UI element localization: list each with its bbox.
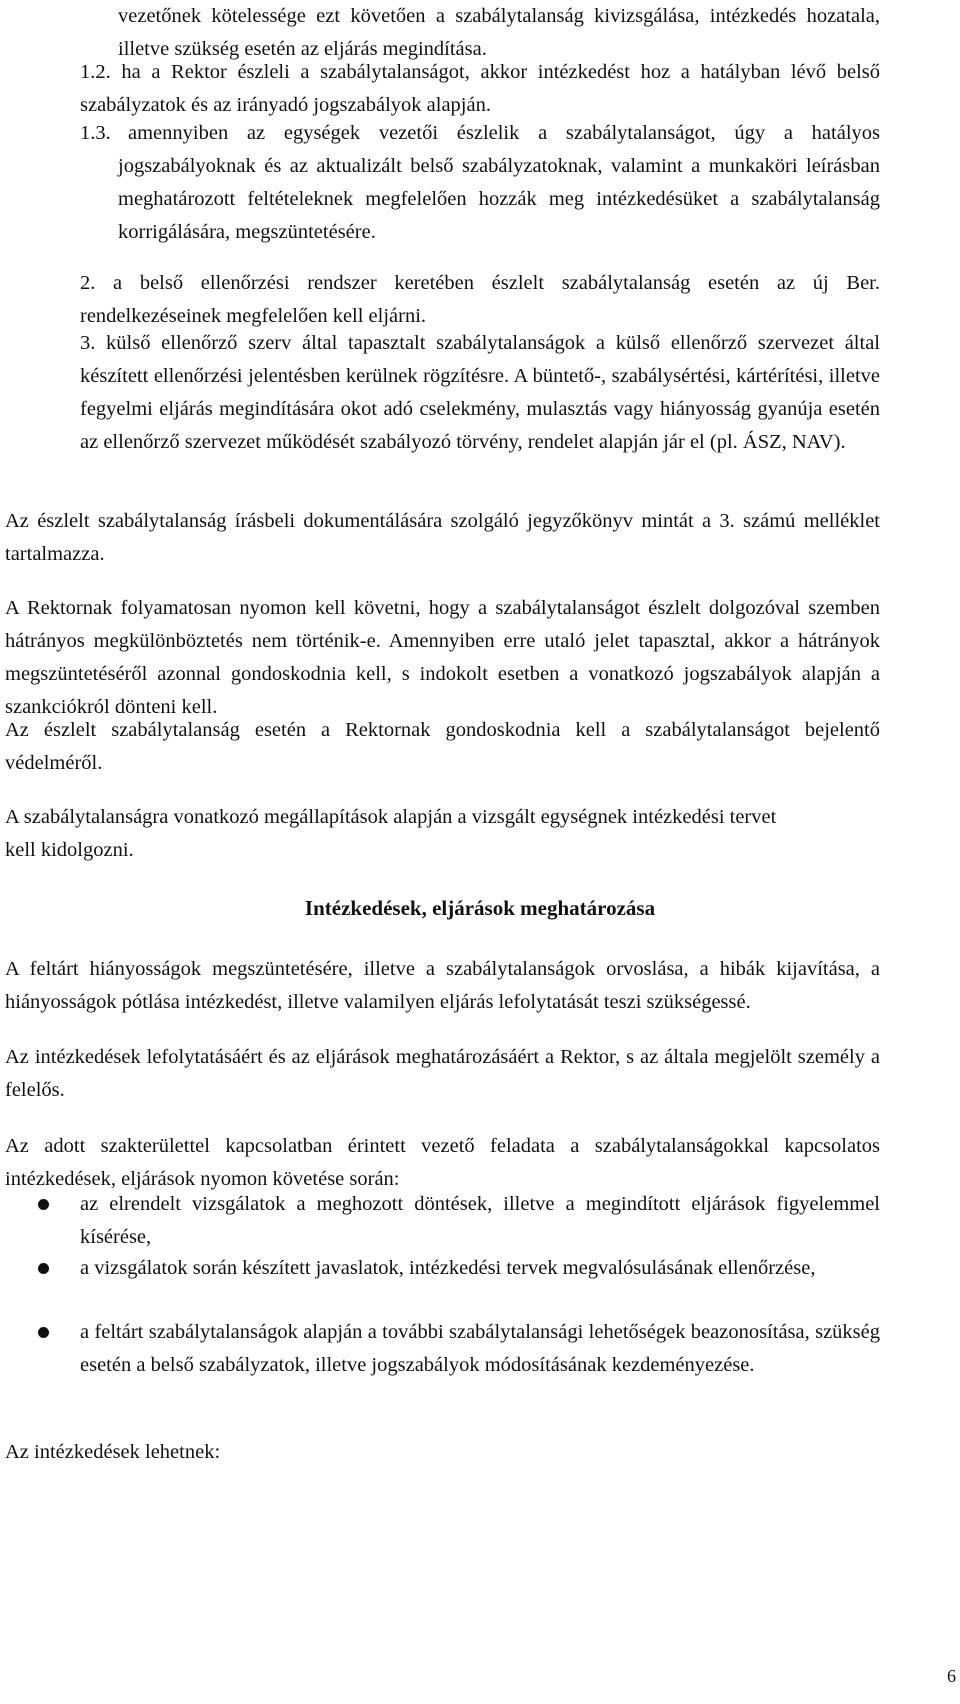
item-1-1-continuation: vezetőnek kötelessége ezt követően a szabálytalanság kivizsgálása, intézkedés hozatala, illetve szükség esetén az eljárás megindítása. bbox=[118, 5, 880, 60]
paragraph-feltart: A feltárt hiányosságok megszüntetésére, illetve a szabálytalanságok orvoslása, a hibák kijavítása, a hiányosságok pótlása intézkedést, illetve valamilyen eljárás lefolytatását teszi szükségessé. bbox=[5, 958, 880, 1013]
paragraph-jegyzokonyv: Az észlelt szabálytalanság írásbeli dokumentálására szolgáló jegyzőkönyv mintát a 3. számú melléklet tartalmazza. bbox=[5, 510, 880, 565]
paragraph-felelos: Az intézkedések lefolytatásáért és az eljárások meghatározásáért a Rektor, s az általa megjelölt személy a felelős. bbox=[5, 1046, 880, 1101]
paragraph-szakterulet: Az adott szakterülettel kapcsolatban érintett vezető feladata a szabálytalanságokkal kapcsolatos intézkedések, eljárások nyomon követése során: bbox=[5, 1135, 880, 1190]
paragraph-rektor-monitoring: A Rektornak folyamatosan nyomon kell követni, hogy a szabálytalanságot észlelt dolgozóval szemben hátrányos megkülönböztetés nem történik-e. Amennyiben erre utaló jelet tapasztal, akkor a hátrányok megszüntetéséről azonnal gondoskodnia kell, s indokolt esetben a vonatkozó jogszabályok alapján a szankciókról dönteni kell. bbox=[5, 597, 880, 718]
item-2: 2. a belső ellenőrzési rendszer keretében észlelt szabálytalanság esetén az új Ber. rendelkezéseinek megfelelően kell eljárni. bbox=[80, 272, 880, 327]
page-number: 6 bbox=[947, 1666, 956, 1686]
paragraph-intezkedesi-terv: A szabálytalanságra vonatkozó megállapítások alapján a vizsgált egységnek intézkedési tervet kell kidolgozni. bbox=[5, 806, 777, 861]
section-heading: Intézkedések, eljárások meghatározása bbox=[304, 896, 656, 920]
paragraph-rektor-protection: Az észlelt szabálytalanság esetén a Rektornak gondoskodnia kell a szabálytalanságot bejelentő védelméről. bbox=[5, 719, 880, 774]
item-1-3-number: 1.3. bbox=[80, 122, 111, 144]
item-1-3: amennyiben az egységek vezetői észlelik a szabálytalanságot, úgy a hatályos jogszabályoknak és az aktualizált belső szabályzatoknak, valamint a munkaköri leírásban meghatározott feltételeknek megfelelően hozzák meg intézkedésüket a szabálytalanság korrigálására, megszüntetésére. bbox=[118, 122, 880, 243]
paragraph-lehetnek: Az intézkedések lehetnek: bbox=[5, 1441, 221, 1463]
bullet-dot bbox=[38, 1199, 49, 1210]
bullet-item: a vizsgálatok során készített javaslatok, intézkedési tervek megvalósulásának ellenőrzése, bbox=[80, 1257, 816, 1279]
bullet-item: az elrendelt vizsgálatok a meghozott döntések, illetve a megindított eljárások figyelemmel kísérése, bbox=[80, 1193, 880, 1248]
item-3: 3. külső ellenőrző szerv által tapasztalt szabálytalanságok a külső ellenőrző szervezet által készített ellenőrzési jelentésben kerülnek rögzítésre. A büntető-, szabálysértési, kártérítési, illetve fegyelmi eljárás megindítására okot adó cselekmény, mulasztás vagy hiányosság gyanúja esetén az ellenőrző szervezet működését szabályozó törvény, rendelet alapján jár el (pl. ÁSZ, NAV). bbox=[80, 332, 880, 453]
bullet-item: a feltárt szabálytalanságok alapján a további szabálytalansági lehetőségek beazonosítása, szükség esetén a belső szabályzatok, illetve jogszabályok módosításának kezdeményezése. bbox=[80, 1321, 880, 1376]
item-1-2: 1.2. ha a Rektor észleli a szabálytalanságot, akkor intézkedést hoz a hatályban lévő belső szabályzatok és az irányadó jogszabályok alapján. bbox=[80, 61, 880, 116]
bullet-dot bbox=[38, 1263, 49, 1274]
bullet-dot bbox=[38, 1327, 49, 1338]
